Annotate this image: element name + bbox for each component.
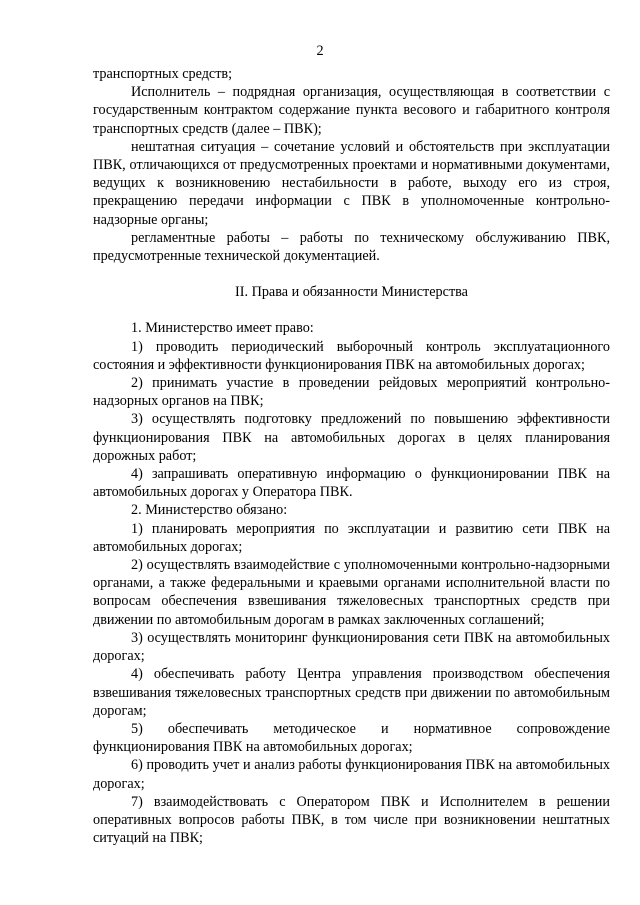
definition-paragraph: нештатная ситуация – сочетание условий и обстоятельств при эксплуатации ПВК, отличающихся от предусмотренных проектами и нормативными документами, ведущих к возникновению нестабильности в работе, выходу его из строя, прекращению передачи информации с ПВК в уполномоченные контрольно-надзорные органы; [93, 138, 610, 228]
rights-item: 1) проводить периодический выборочный контроль эксплуатационного состояния и эффективности функционирования ПВК на автомобильных дорогах; [93, 338, 610, 373]
duties-item: 7) взаимодействовать с Оператором ПВК и Исполнителем в решении оперативных вопросов работы ПВК, в том числе при возникновении нештатных ситуаций на ПВК; [93, 793, 610, 847]
duties-item: 3) осуществлять мониторинг функционирования сети ПВК на автомобильных дорогах; [93, 629, 610, 665]
duties-item: 2) осуществлять взаимодействие с уполномоченными контрольно-надзорными органами, а также федеральными и краевыми органами исполнительной власти по вопросам обеспечения взвешивания тяжеловесных транспортных средств при движении по автомобильным дорогам в рамках заключенных соглашений; [93, 557, 610, 628]
rights-item: 4) запрашивать оперативную информацию о функционировании ПВК на автомобильных дорогах у Оператора ПВК. [93, 466, 610, 501]
duties-intro: 2. Министерство обязано: [131, 502, 288, 519]
duties-item: 4) обеспечивать работу Центра управления производством обеспечения взвешивания тяжеловесных транспортных средств при движении по автомобильным дорогам; [93, 666, 610, 719]
section-heading: II. Права и обязанности Министерства [235, 284, 468, 301]
definition-paragraph: Исполнитель – подрядная организация, осуществляющая в соответствии с государственным контрактом содержание пункта весового и габаритного контроля транспортных средств (далее – ПВК); [93, 84, 610, 137]
document-body [93, 65, 610, 847]
definition-paragraph: транспортных средств; [93, 66, 233, 82]
page-number: 2 [316, 43, 324, 59]
duties-item: 1) планировать мероприятия по эксплуатации и развитию сети ПВК на автомобильных дорогах; [93, 520, 610, 555]
rights-intro: 1. Министерство имеет право: [131, 320, 314, 337]
rights-item: 2) принимать участие в проведении рейдовых мероприятий контрольно-надзорных органов на ПВК; [93, 375, 610, 410]
duties-item: 5) обеспечивать методическое и нормативное сопровождение функционирования ПВК на автомобильных дорогах; [93, 720, 610, 756]
duties-item: 6) проводить учет и анализ работы функционирования ПВК на автомобильных дорогах; [93, 757, 610, 792]
definition-paragraph: регламентные работы – работы по техническому обслуживанию ПВК, предусмотренные технической документацией. [93, 229, 610, 265]
rights-item: 3) осуществлять подготовку предложений по повышению эффективности функционирования ПВК на автомобильных дорогах в целях планирования дорожных работ; [93, 411, 610, 464]
